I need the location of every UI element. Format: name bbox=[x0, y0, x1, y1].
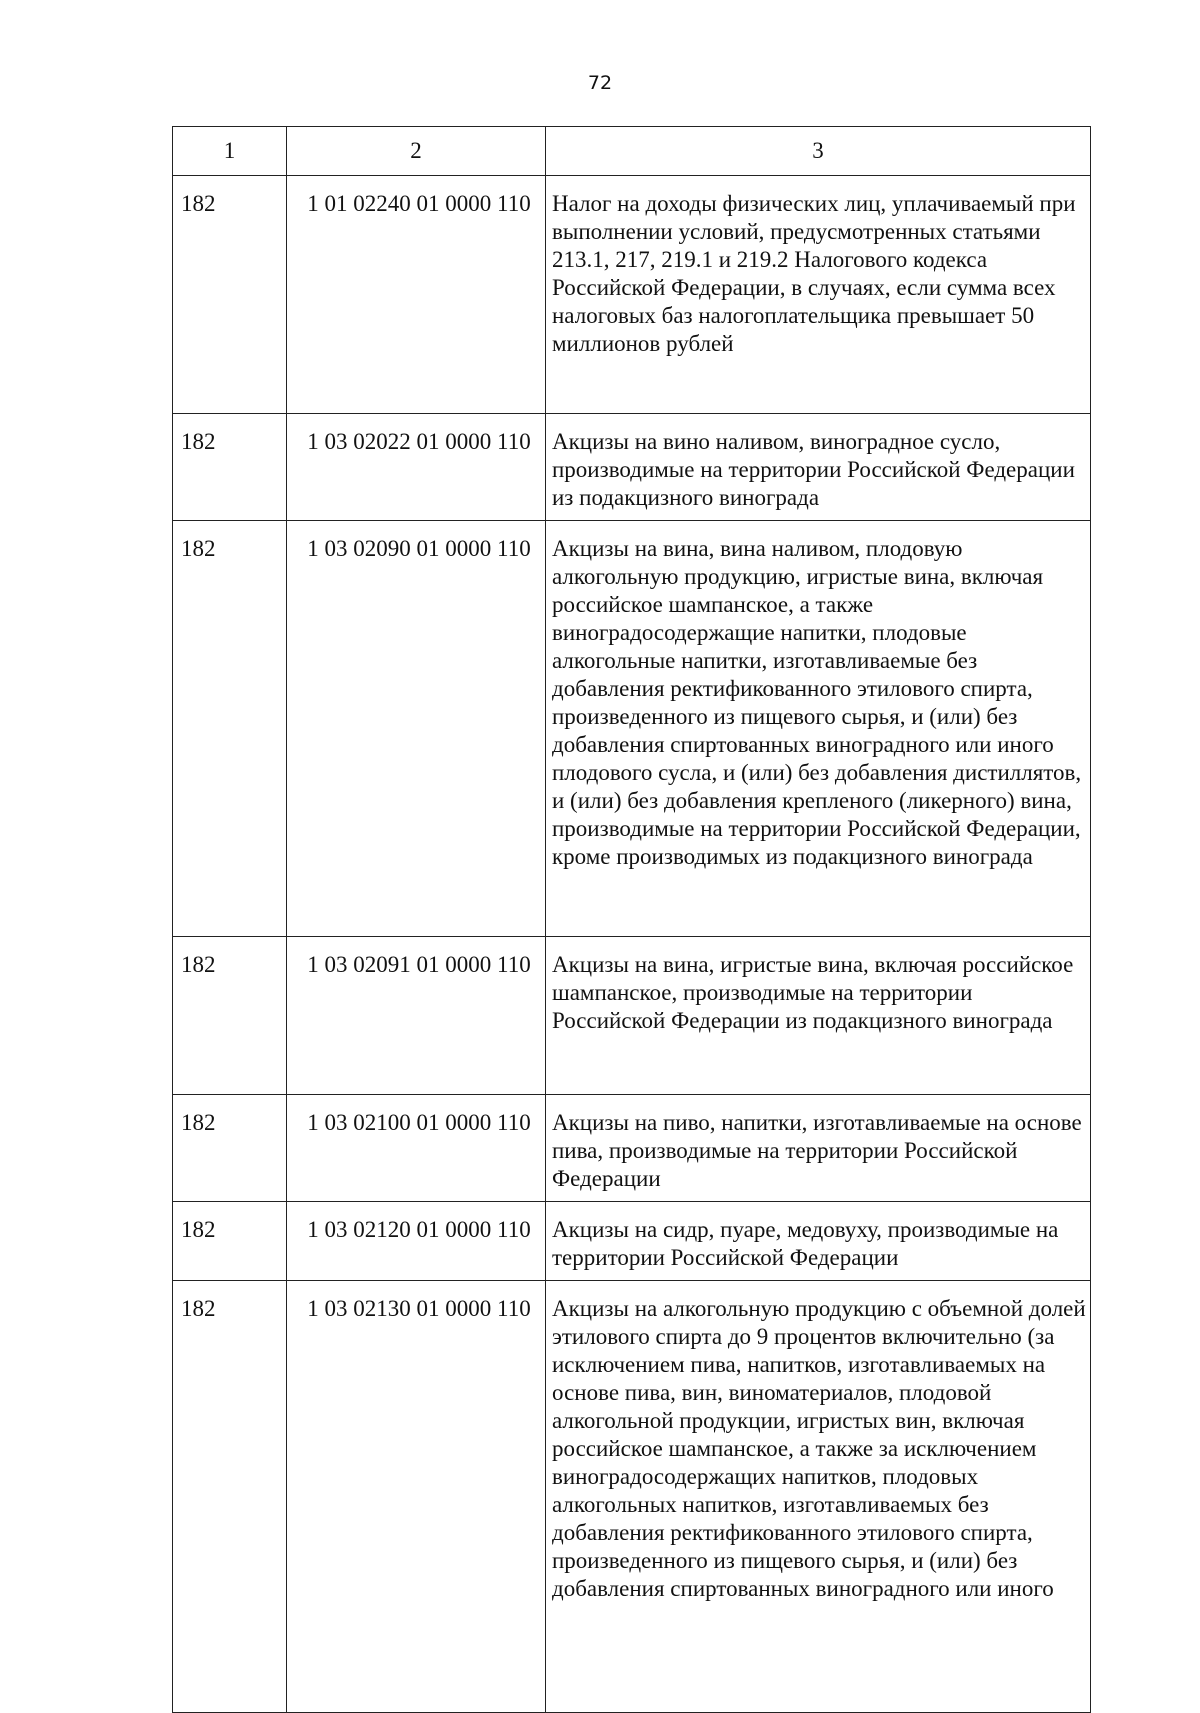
header-row bbox=[173, 127, 1091, 176]
admin-code-cell: 182 bbox=[173, 1202, 287, 1281]
description-cell: Налог на доходы физических лиц, уплачиваемый при выполнении условий, предусмотренных статьями 213.1, 217, 219.1 и 219.2 Налогового кодекса Российской Федерации, в случаях, если сумма всех налоговых баз налогоплательщика превышает 50 миллионов рублей bbox=[546, 176, 1091, 414]
column-header-2: 2 bbox=[287, 127, 546, 176]
table-row bbox=[173, 1281, 1091, 1713]
table-row bbox=[173, 414, 1091, 521]
description-cell: Акцизы на алкогольную продукцию с объемной долей этилового спирта до 9 процентов включительно (за исключением пива, напитков, изготавливаемых на основе пива, вин, виноматериалов, плодовой алкогольной продукции, игристых вин, включая российское шампанское, а также за исключением виноградосодержащих напитков, плодовых алкогольных напитков, изготавливаемых без добавления ректификованного этилового спирта, произведенного из пищевого сырья, и (или) без добавления спиртованных виноградного или иного bbox=[546, 1281, 1091, 1713]
description-cell: Акцизы на вино наливом, виноградное сусло, производимые на территории Российской Федерации из подакцизного винограда bbox=[546, 414, 1091, 521]
description-cell: Акцизы на вина, игристые вина, включая российское шампанское, производимые на территории Российской Федерации из подакцизного винограда bbox=[546, 937, 1091, 1095]
page-number: 72 bbox=[587, 72, 613, 94]
description-cell: Акцизы на сидр, пуаре, медовуху, производимые на территории Российской Федерации bbox=[546, 1202, 1091, 1281]
kbk-code-cell: 1 03 02100 01 0000 110 bbox=[287, 1095, 546, 1202]
table-row bbox=[173, 1095, 1091, 1202]
kbk-code-cell: 1 01 02240 01 0000 110 bbox=[287, 176, 546, 414]
description-cell: Акцизы на вина, вина наливом, плодовую алкогольную продукцию, игристые вина, включая российское шампанское, а также виноградосодержащие напитки, плодовые алкогольные напитки, изготавливаемые без добавления ректификованного этилового спирта, произведенного из пищевого сырья, и (или) без добавления спиртованных виноградного или иного плодового сусла, и (или) без добавления дистиллятов, и (или) без добавления крепленого (ликерного) вина, производимые на территории Российской Федерации, кроме производимых из подакцизного винограда bbox=[546, 521, 1091, 937]
admin-code-cell: 182 bbox=[173, 1095, 287, 1202]
admin-code-cell: 182 bbox=[173, 521, 287, 937]
description-cell: Акцизы на пиво, напитки, изготавливаемые на основе пива, производимые на территории Российской Федерации bbox=[546, 1095, 1091, 1202]
column-header-3: 3 bbox=[546, 127, 1091, 176]
table-row bbox=[173, 176, 1091, 414]
kbk-code-cell: 1 03 02130 01 0000 110 bbox=[287, 1281, 546, 1713]
table-row bbox=[173, 937, 1091, 1095]
kbk-code-cell: 1 03 02022 01 0000 110 bbox=[287, 414, 546, 521]
kbk-code-cell: 1 03 02120 01 0000 110 bbox=[287, 1202, 546, 1281]
admin-code-cell: 182 bbox=[173, 176, 287, 414]
table-row bbox=[173, 1202, 1091, 1281]
kbk-code-cell: 1 03 02090 01 0000 110 bbox=[287, 521, 546, 937]
column-header-1: 1 bbox=[173, 127, 287, 176]
admin-code-cell: 182 bbox=[173, 1281, 287, 1713]
table-row bbox=[173, 521, 1091, 937]
kbk-code-cell: 1 03 02091 01 0000 110 bbox=[287, 937, 546, 1095]
admin-code-cell: 182 bbox=[173, 414, 287, 521]
budget-classification-table bbox=[172, 126, 1091, 1713]
admin-code-cell: 182 bbox=[173, 937, 287, 1095]
